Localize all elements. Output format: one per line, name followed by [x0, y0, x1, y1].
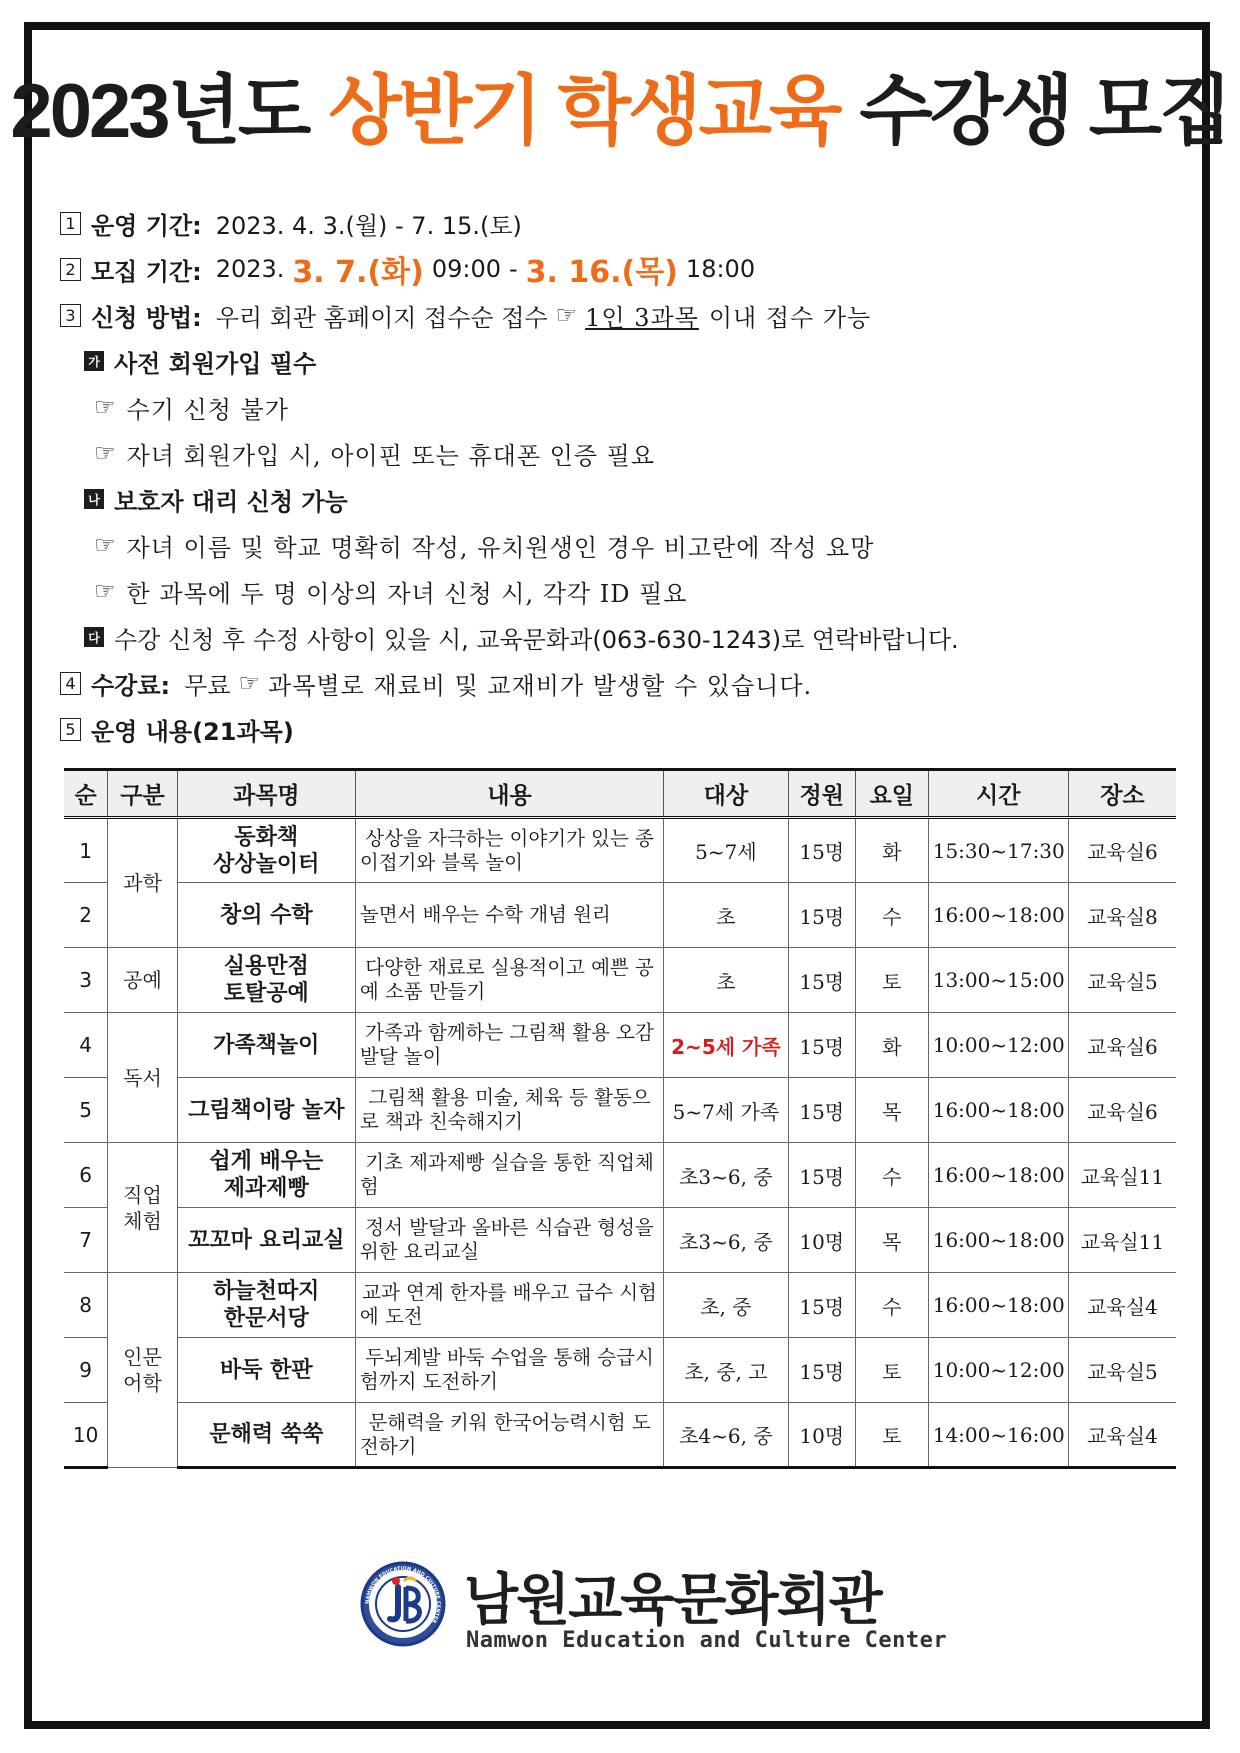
note-na-detail-1: ☞ 자녀 이름 및 학교 명확히 작성, 유치원생인 경우 비고란에 작성 요망 [94, 531, 875, 562]
row-number: 3 [64, 948, 108, 1013]
apply-method-value: 우리 회관 홈페이지 접수순 접수 [215, 303, 548, 332]
course-description: 가족과 함께하는 그림책 활용 오감발달 놀이 [355, 1013, 663, 1078]
footer-branding [360, 1556, 948, 1666]
course-day: 목 [855, 1208, 928, 1273]
row-category: 과학 [108, 818, 178, 948]
apply-method [60, 292, 1180, 338]
center-name-english: Namwon Education and Culture Center [466, 1628, 948, 1653]
recruit-end-time: 18:00 [685, 255, 756, 283]
apply-limit-after: 이내 접수 가능 [708, 303, 872, 332]
table-row [64, 1338, 1176, 1403]
fee-note: 과목별로 재료비 및 교재비가 발생할 수 있습니다. [268, 671, 813, 700]
course-capacity: 15명 [788, 883, 855, 948]
course-time: 16:00~18:00 [928, 1208, 1068, 1273]
course-description: 문해력을 키워 한국어능력시험 도전하기 [355, 1403, 663, 1468]
title-accent: 상반기 학생교육 [328, 69, 840, 154]
course-time: 16:00~18:00 [928, 1078, 1068, 1143]
page-title [0, 50, 1240, 159]
section-number: 4 [60, 672, 81, 695]
note-ga-detail-2: ☞ 자녀 회원가입 시, 아이핀 또는 휴대폰 인증 필요 [94, 439, 656, 470]
table-row [64, 818, 1176, 883]
fee [60, 660, 1180, 706]
section-label: 운영 내용(21과목) [91, 717, 294, 746]
section-label: 운영 기간: [91, 211, 202, 240]
course-description: 상상을 자극하는 이야기가 있는 종이접기와 블록 놀이 [355, 818, 663, 883]
course-day: 토 [855, 948, 928, 1013]
course-capacity: 15명 [788, 1338, 855, 1403]
row-number: 6 [64, 1143, 108, 1208]
course-description: 놀면서 배우는 수학 개념 원리 [355, 883, 663, 948]
table-body [64, 818, 1176, 1468]
course-capacity: 15명 [788, 1273, 855, 1338]
table-row [64, 1013, 1176, 1078]
course-target: 초, 중, 고 [664, 1338, 788, 1403]
table-row [64, 948, 1176, 1013]
course-day: 토 [855, 1338, 928, 1403]
header-target: 대상 [664, 770, 788, 818]
header-day: 요일 [855, 770, 928, 818]
row-number: 2 [64, 883, 108, 948]
row-number: 7 [64, 1208, 108, 1273]
row-number: 9 [64, 1338, 108, 1403]
course-name: 그림책이랑 놀자 [177, 1078, 355, 1143]
course-time: 16:00~18:00 [928, 1143, 1068, 1208]
course-description: 교과 연계 한자를 배우고 급수 시험에 도전 [355, 1273, 663, 1338]
course-time: 14:00~16:00 [928, 1403, 1068, 1468]
course-target: 초 [664, 883, 788, 948]
course-day: 토 [855, 1403, 928, 1468]
course-description: 그림책 활용 미술, 체육 등 활동으로 책과 친숙해지기 [355, 1078, 663, 1143]
row-category: 독서 [108, 1013, 178, 1143]
course-capacity: 15명 [788, 1013, 855, 1078]
info-section [60, 200, 1180, 752]
recruit-period [60, 246, 1180, 292]
course-day: 목 [855, 1078, 928, 1143]
course-room: 교육실5 [1068, 948, 1176, 1013]
fee-value: 무료 [184, 671, 231, 700]
header-room: 장소 [1068, 770, 1176, 818]
pointing-hand-icon: ☞ [94, 531, 117, 559]
course-target: 초3~6, 중 [664, 1143, 788, 1208]
section-number: 5 [60, 718, 81, 741]
apply-limit: 1인 3과목 [585, 303, 699, 332]
course-name: 문해력 쑥쑥 [177, 1403, 355, 1468]
course-room: 교육실6 [1068, 1078, 1176, 1143]
course-name: 쉽게 배우는 제과제빵 [177, 1143, 355, 1208]
course-room: 교육실11 [1068, 1208, 1176, 1273]
course-room: 교육실6 [1068, 818, 1176, 883]
course-capacity: 15명 [788, 948, 855, 1013]
course-description: 정서 발달과 올바른 식습관 형성을 위한 요리교실 [355, 1208, 663, 1273]
title-rest: 수강생 모집 [859, 69, 1230, 154]
course-target: 초 [664, 948, 788, 1013]
course-capacity: 10명 [788, 1208, 855, 1273]
course-room: 교육실6 [1068, 1013, 1176, 1078]
table-row [64, 1078, 1176, 1143]
course-capacity: 10명 [788, 1403, 855, 1468]
course-target: 초3~6, 중 [664, 1208, 788, 1273]
section-number: 3 [60, 304, 81, 327]
course-time: 10:00~12:00 [928, 1013, 1068, 1078]
badge-da: 다 [84, 627, 104, 647]
row-number: 4 [64, 1013, 108, 1078]
course-day: 화 [855, 1013, 928, 1078]
table-row [64, 1143, 1176, 1208]
course-description: 기초 제과제빵 실습을 통한 직업체험 [355, 1143, 663, 1208]
course-time: 13:00~15:00 [928, 948, 1068, 1013]
course-room: 교육실8 [1068, 883, 1176, 948]
operation-period-value: 2023. 4. 3.(월) - 7. 15.(토) [215, 211, 522, 240]
course-time: 16:00~18:00 [928, 1273, 1068, 1338]
course-target: 초4~6, 중 [664, 1403, 788, 1468]
note-da [60, 614, 1180, 660]
note-na-detail-2: ☞ 한 과목에 두 명 이상의 자녀 신청 시, 각각 ID 필요 [94, 577, 688, 608]
course-time: 15:30~17:30 [928, 818, 1068, 883]
header-no: 순 [64, 770, 108, 818]
course-time: 10:00~12:00 [928, 1338, 1068, 1403]
section-number: 1 [60, 212, 81, 235]
row-category: 인문 어학 [108, 1273, 178, 1468]
pointing-hand-icon: ☞ [94, 393, 117, 421]
pointing-hand-icon: ☞ [238, 669, 261, 697]
logo-ring-text: NAMWON EDUCATION AND CULTURE CENTER [364, 1565, 442, 1624]
row-category: 공예 [108, 948, 178, 1013]
table-header-row [64, 770, 1176, 818]
pointing-hand-icon: ☞ [555, 301, 578, 329]
course-room: 교육실4 [1068, 1273, 1176, 1338]
note-ga [60, 338, 1180, 384]
course-day: 수 [855, 883, 928, 948]
recruit-start-date: 3. 7.(화) [292, 255, 424, 290]
course-capacity: 15명 [788, 1143, 855, 1208]
pointing-hand-icon: ☞ [94, 577, 117, 605]
course-name: 실용만점 토탈공예 [177, 948, 355, 1013]
note-na [60, 476, 1180, 522]
row-number: 5 [64, 1078, 108, 1143]
course-time: 16:00~18:00 [928, 883, 1068, 948]
table-row [64, 1403, 1176, 1468]
row-number: 8 [64, 1273, 108, 1338]
course-description: 두뇌계발 바둑 수업을 통해 승급시험까지 도전하기 [355, 1338, 663, 1403]
header-course: 과목명 [177, 770, 355, 818]
course-room: 교육실4 [1068, 1403, 1176, 1468]
course-name: 동화책 상상놀이터 [177, 818, 355, 883]
recruit-start-time: 09:00 [431, 255, 501, 283]
title-year: 2023년도 [10, 69, 309, 154]
header-time: 시간 [928, 770, 1068, 818]
header-category: 구분 [108, 770, 178, 818]
row-number: 1 [64, 818, 108, 883]
note-ga-detail-1: ☞ 수기 신청 불가 [94, 393, 289, 424]
operation-period [60, 200, 1180, 246]
course-description: 다양한 재료로 실용적이고 예쁜 공예 소품 만들기 [355, 948, 663, 1013]
course-day: 수 [855, 1143, 928, 1208]
recruit-end-date: 3. 16.(목) [525, 255, 678, 290]
schedule-table [64, 768, 1176, 1469]
header-capacity: 정원 [788, 770, 855, 818]
note-na-text: 보호자 대리 신청 가능 [114, 487, 348, 516]
course-name: 하늘천따지 한문서당 [177, 1273, 355, 1338]
center-logo-icon [360, 1561, 446, 1647]
pointing-hand-icon: ☞ [94, 439, 117, 467]
badge-na: 나 [84, 489, 104, 509]
recruit-year: 2023. [215, 255, 285, 283]
note-da-text: 수강 신청 후 수정 사항이 있을 시, 교육문화과(063-630-1243)로 연락바랍니다. [114, 625, 959, 654]
badge-ga: 가 [84, 351, 104, 371]
section-label: 수강료: [91, 671, 171, 700]
course-target: 2~5세 가족 [664, 1013, 788, 1078]
program-content [60, 706, 1180, 752]
center-name-korean: 남원교육문화회관 [464, 1568, 881, 1633]
course-target: 5~7세 가족 [664, 1078, 788, 1143]
table-row [64, 1273, 1176, 1338]
row-category: 직업 체험 [108, 1143, 178, 1273]
course-room: 교육실11 [1068, 1143, 1176, 1208]
course-name: 바둑 한판 [177, 1338, 355, 1403]
course-target: 5~7세 [664, 818, 788, 883]
course-day: 화 [855, 818, 928, 883]
table-row [64, 1208, 1176, 1273]
course-room: 교육실5 [1068, 1338, 1176, 1403]
course-name: 가족책놀이 [177, 1013, 355, 1078]
row-number: 10 [64, 1403, 108, 1468]
section-label: 신청 방법: [91, 303, 202, 332]
course-name: 창의 수학 [177, 883, 355, 948]
recruit-dash: - [508, 255, 518, 283]
header-content: 내용 [355, 770, 663, 818]
section-label: 모집 기간: [91, 257, 202, 286]
course-day: 수 [855, 1273, 928, 1338]
section-number: 2 [60, 258, 81, 281]
table-row [64, 883, 1176, 948]
course-capacity: 15명 [788, 818, 855, 883]
course-capacity: 15명 [788, 1078, 855, 1143]
note-ga-text: 사전 회원가입 필수 [114, 349, 317, 378]
course-name: 꼬꼬마 요리교실 [177, 1208, 355, 1273]
course-target: 초, 중 [664, 1273, 788, 1338]
